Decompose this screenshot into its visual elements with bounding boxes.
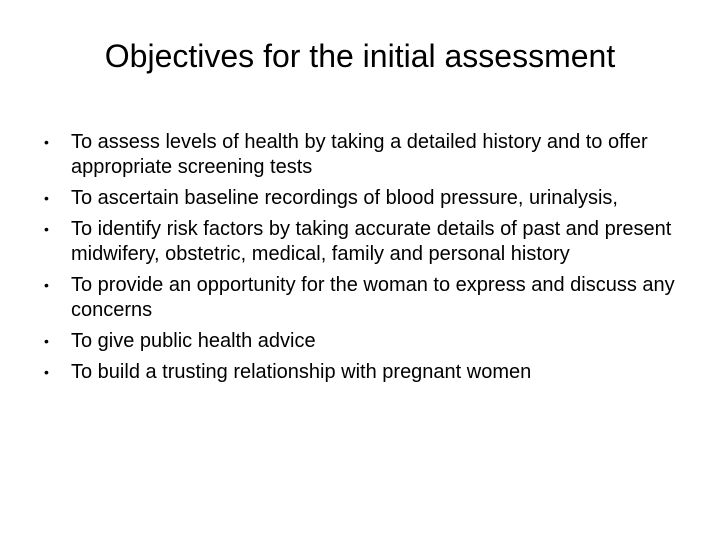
bullet-text: To build a trusting relationship with pregnant women bbox=[71, 361, 532, 383]
bullet-text: To provide an opportunity for the woman to express and discuss any concerns bbox=[71, 274, 675, 321]
bullet-icon: • bbox=[44, 333, 49, 349]
list-item bbox=[44, 329, 684, 354]
slide-title: Objectives for the initial assessment bbox=[104, 38, 616, 74]
list-item bbox=[44, 217, 684, 267]
bullet-text: To ascertain baseline recordings of blood pressure, urinalysis, bbox=[71, 187, 618, 209]
bullet-icon: • bbox=[44, 190, 49, 206]
bullet-text: To give public health advice bbox=[71, 330, 316, 352]
bullet-icon: • bbox=[44, 364, 49, 380]
list-item bbox=[44, 130, 684, 180]
bullet-text: To assess levels of health by taking a detailed history and to offer appropriate screening tests bbox=[71, 131, 648, 178]
bullet-icon: • bbox=[44, 221, 49, 237]
bullet-icon: • bbox=[44, 134, 49, 150]
list-item bbox=[44, 186, 684, 211]
bullet-icon: • bbox=[44, 277, 49, 293]
list-item bbox=[44, 360, 684, 385]
list-item bbox=[44, 273, 684, 323]
objectives-list bbox=[44, 130, 684, 391]
bullet-text: To identify risk factors by taking accurate details of past and present midwifery, obstetric, medical, family and personal history bbox=[71, 218, 672, 265]
